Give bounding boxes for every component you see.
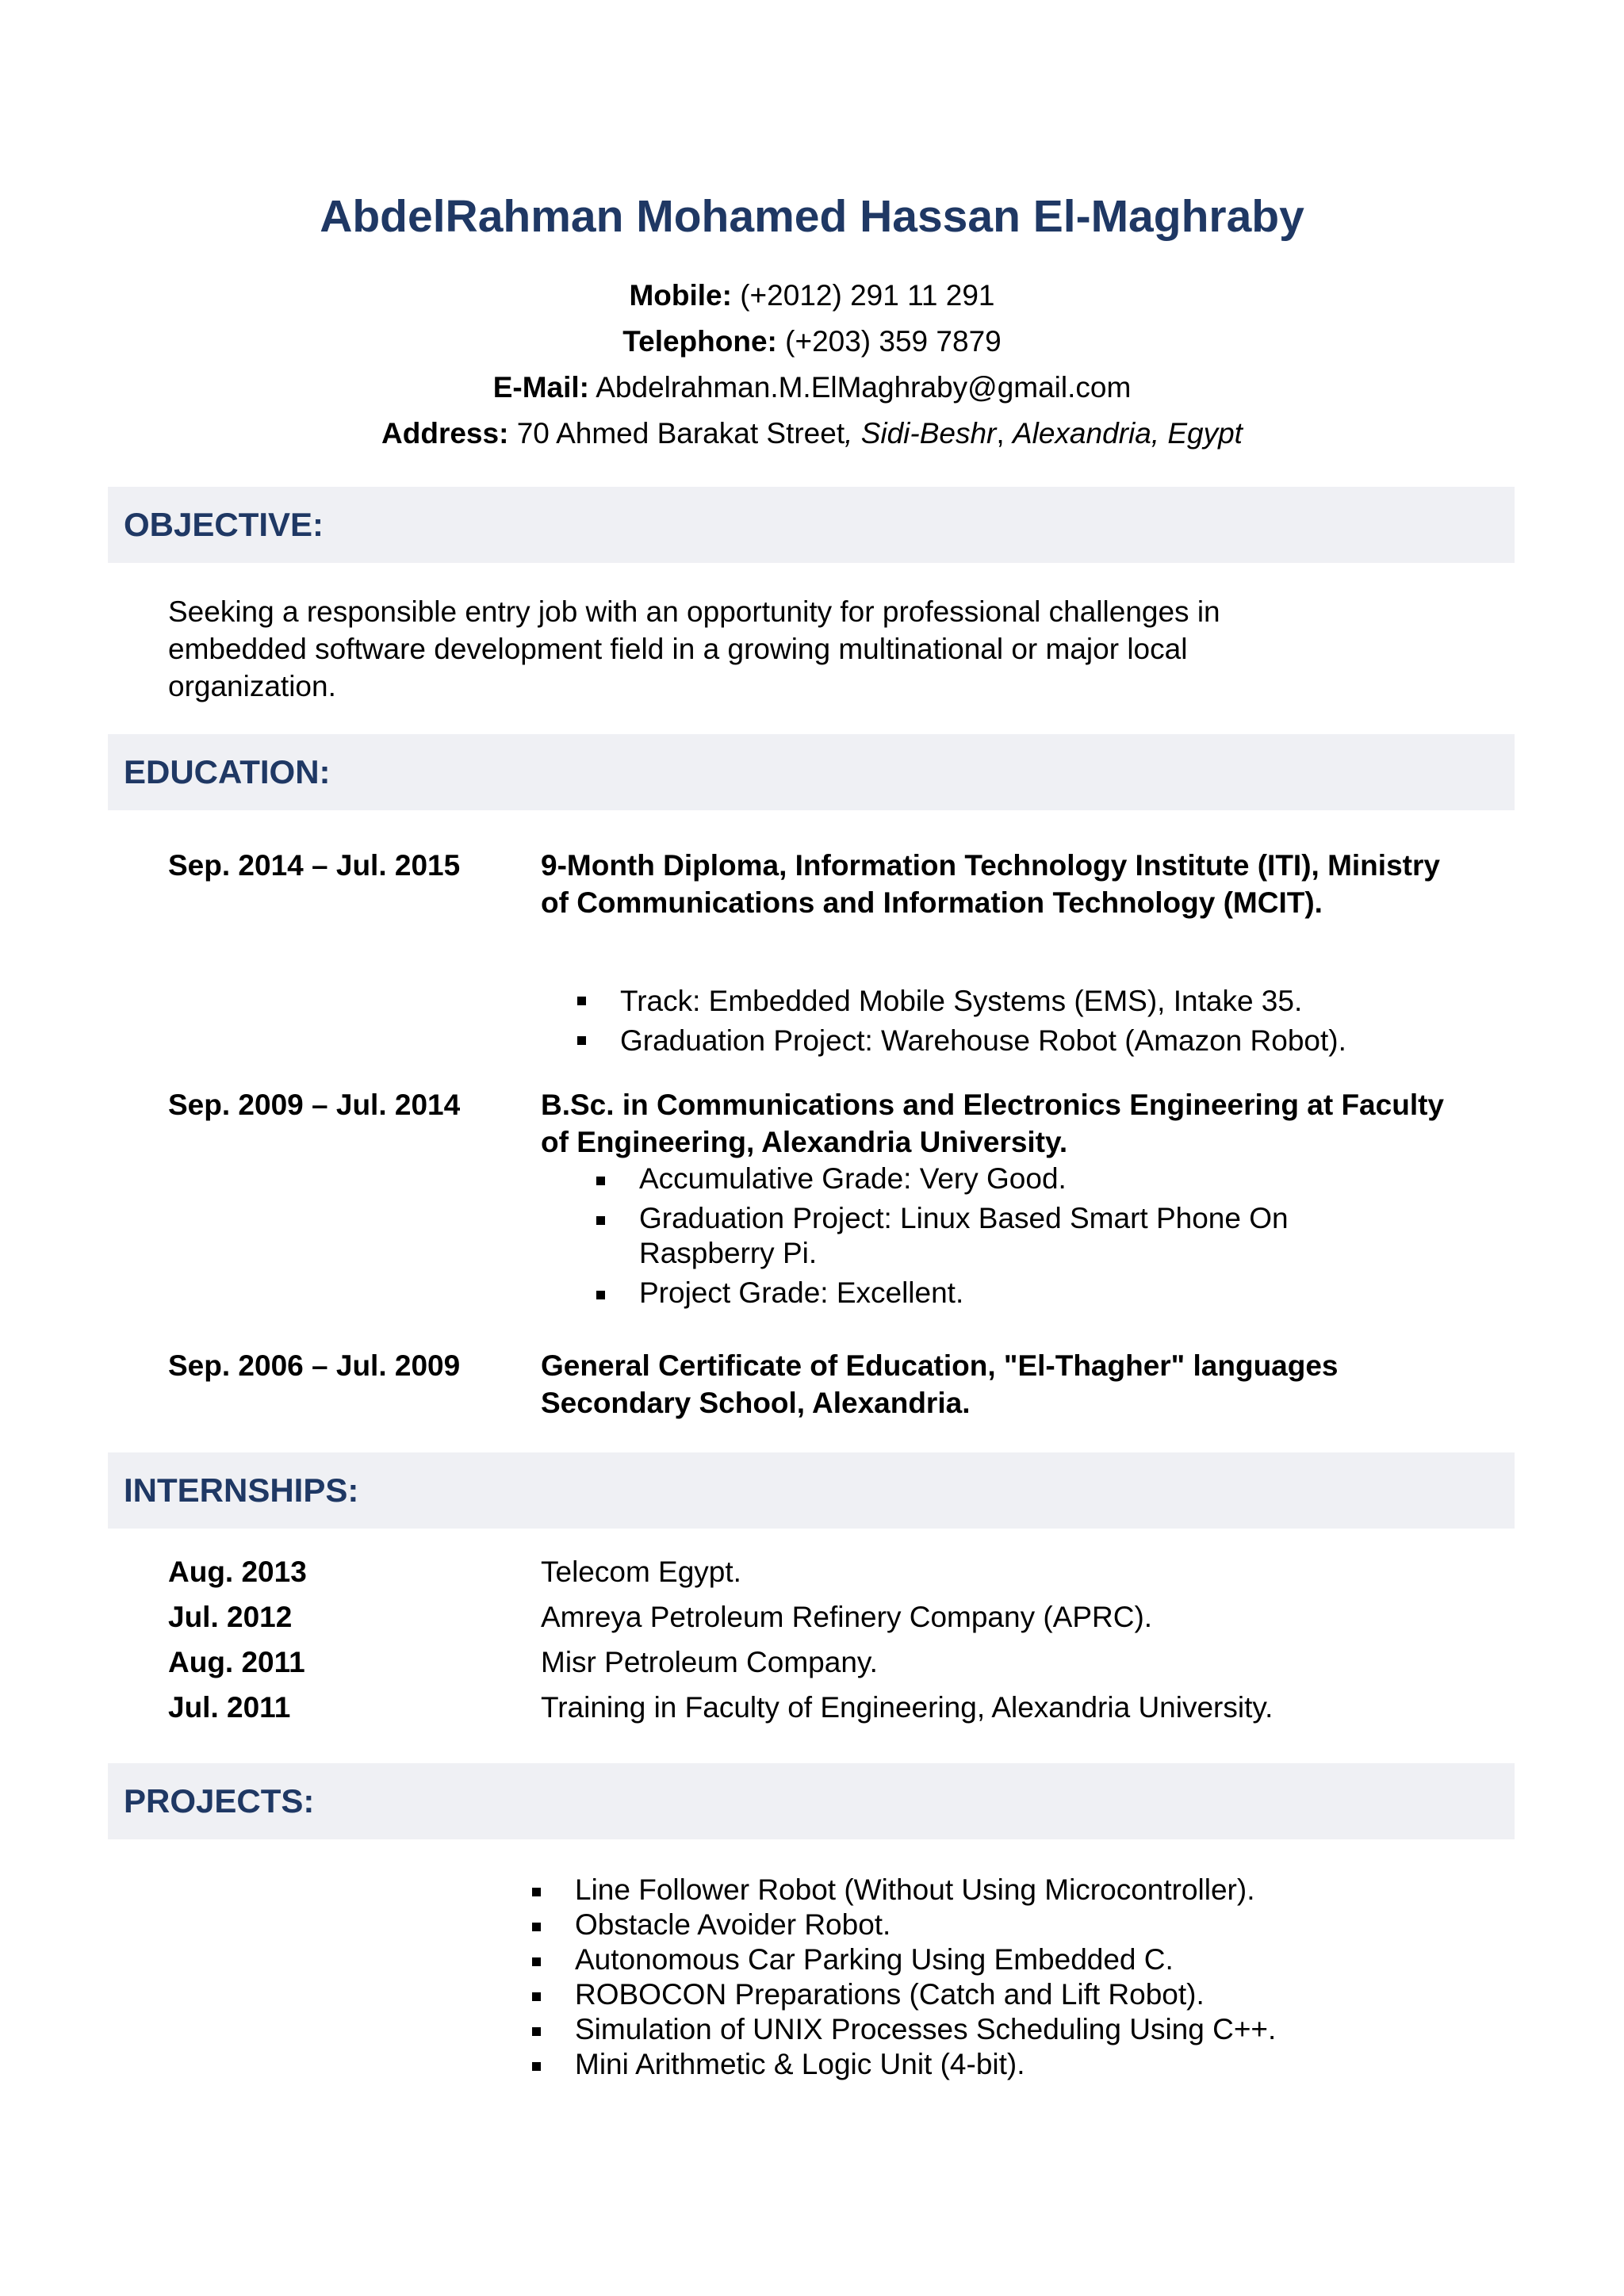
list-item: Line Follower Robot (Without Using Microcontroller).: [526, 1873, 1477, 1908]
internships-title: INTERNSHIPS:: [124, 1471, 359, 1509]
address-district: Sidi-Beshr: [860, 417, 997, 450]
education-heading: B.Sc. in Communications and Electronics Engineering at Faculty of Engineering, Alexandria University.: [541, 1089, 1444, 1158]
education-heading: 9-Month Diploma, Information Technology Institute (ITI), Ministry of Communications and Information Technology (MCIT).: [541, 849, 1440, 919]
list-item: Accumulative Grade: Very Good.: [590, 1161, 1383, 1196]
internship-text: Training in Faculty of Engineering, Alexandria University.: [541, 1691, 1274, 1724]
objective-text: Seeking a responsible entry job with an opportunity for professional challenges in embedded software development field in a growing multinational or major local organization.: [168, 595, 1220, 702]
list-item: Graduation Project: Warehouse Robot (Amazon Robot).: [571, 1021, 1483, 1061]
address-label: Address:: [381, 417, 509, 450]
telephone-label: Telephone:: [622, 325, 777, 358]
education-section-header: [108, 734, 1515, 810]
education-bullets: [590, 1161, 1383, 1311]
email-label: E-Mail:: [492, 371, 589, 404]
objective-title: OBJECTIVE:: [124, 506, 324, 543]
telephone-value: (+203) 359 7879: [785, 325, 1002, 358]
internship-date: Aug. 2013: [168, 1556, 307, 1588]
contact-block: [0, 273, 1624, 457]
address-city: Alexandria, Egypt: [1012, 417, 1243, 450]
education-date: Sep. 2014 – Jul. 2015: [168, 849, 461, 882]
list-item: Obstacle Avoider Robot.: [526, 1908, 1477, 1942]
candidate-name: AbdelRahman Mohamed Hassan El-Maghraby: [320, 191, 1304, 242]
address-street: 70 Ahmed Barakat Street: [516, 417, 845, 450]
mobile-label: Mobile:: [629, 279, 732, 312]
education-date: Sep. 2006 – Jul. 2009: [168, 1349, 461, 1382]
internship-text: Misr Petroleum Company.: [541, 1646, 878, 1678]
list-item: Mini Arithmetic & Logic Unit (4-bit).: [526, 2047, 1477, 2082]
list-item: Track: Embedded Mobile Systems (EMS), Intake 35.: [571, 982, 1483, 1021]
mobile-line: [0, 273, 1624, 319]
telephone-line: [0, 319, 1624, 365]
internships-section-header: [108, 1452, 1515, 1529]
internship-date: Aug. 2011: [168, 1646, 305, 1678]
list-item: Autonomous Car Parking Using Embedded C.: [526, 1942, 1477, 1977]
projects-section-header: [108, 1763, 1515, 1839]
list-item: Simulation of UNIX Processes Scheduling Using C++.: [526, 2012, 1477, 2047]
internship-date: Jul. 2011: [168, 1691, 291, 1724]
list-item: Graduation Project: Linux Based Smart Phone On Raspberry Pi.: [590, 1201, 1383, 1271]
email-line: [0, 365, 1624, 411]
projects-list: [526, 1873, 1477, 2082]
internship-date: Jul. 2012: [168, 1601, 293, 1633]
email-value: Abdelrahman.M.ElMaghraby@gmail.com: [596, 371, 1132, 404]
internship-text: Telecom Egypt.: [541, 1556, 741, 1588]
internship-text: Amreya Petroleum Refinery Company (APRC).: [541, 1601, 1153, 1633]
address-line: Address: 70 Ahmed Barakat Street, Sidi-Beshr, Alexandria, Egypt: [381, 417, 1243, 450]
list-item: ROBOCON Preparations (Catch and Lift Robot).: [526, 1977, 1477, 2012]
objective-section-header: [108, 487, 1515, 563]
mobile-value: (+2012) 291 11 291: [740, 279, 995, 312]
education-heading: General Certificate of Education, "El-Thagher" languages Secondary School, Alexandria.: [541, 1349, 1339, 1419]
education-bullets: [571, 982, 1483, 1061]
education-date: Sep. 2009 – Jul. 2014: [168, 1089, 461, 1121]
projects-title: PROJECTS:: [124, 1782, 315, 1820]
education-title: EDUCATION:: [124, 753, 331, 790]
list-item: Project Grade: Excellent.: [590, 1276, 1383, 1311]
